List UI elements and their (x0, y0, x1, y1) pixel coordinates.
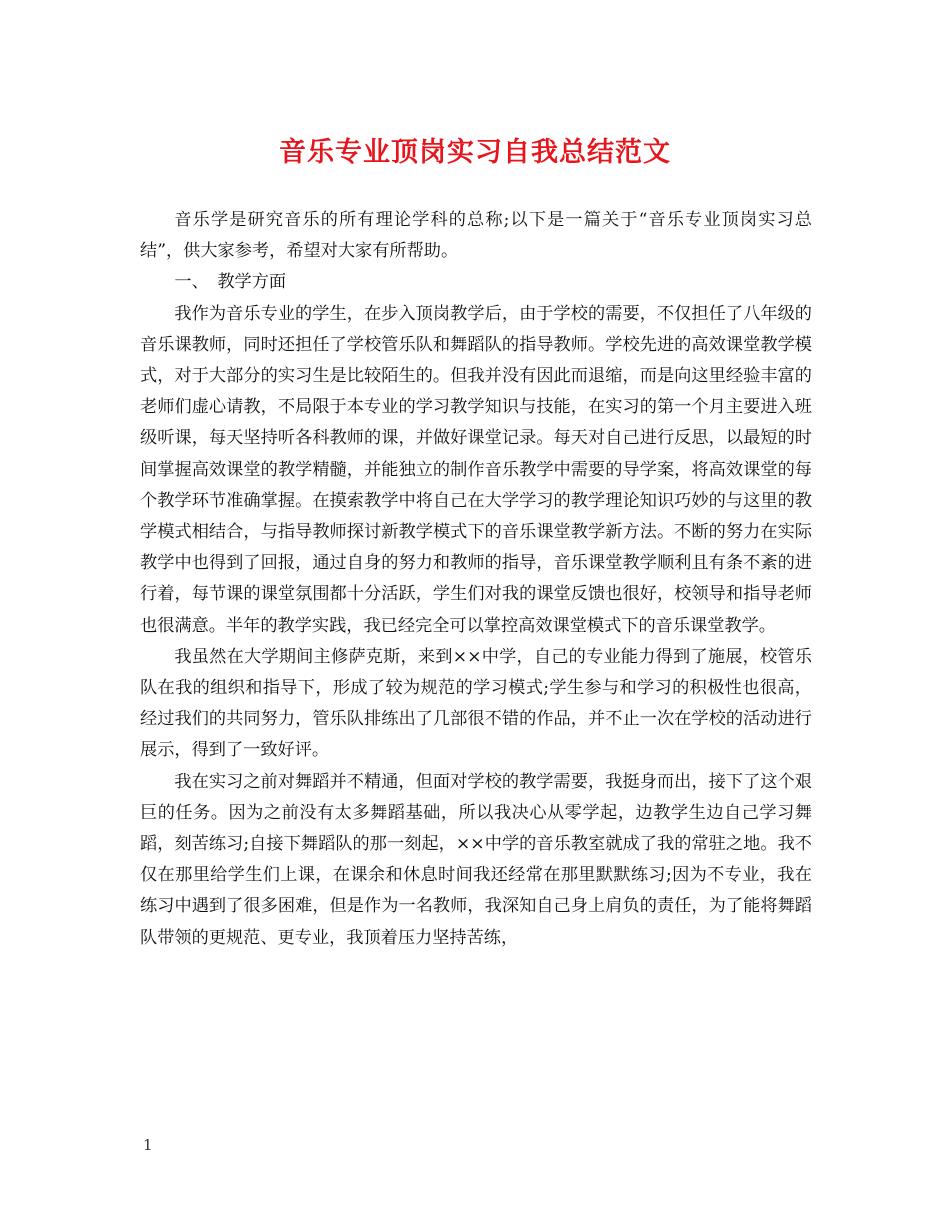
body-paragraph: 我在实习之前对舞蹈并不精通，但面对学校的教学需要，我挺身而出，接下了这个艰巨的任务。因为之前没有太多舞蹈基础，所以我决心从零学起，边教学生边自己学习舞蹈，刻苦练习;自接下舞蹈队的那一刻起，××中学的音乐教室就成了我的常驻之地。我不仅在那里给学生们上课，在课余和休息时间我还经常在那里默默练习;因为不专业，我在练习中遇到了很多困难，但是作为一名教师，我深知自己身上肩负的责任，为了能将舞蹈队带领的更规范、更专业，我顶着压力坚持苦练， (140, 771, 812, 948)
body-paragraph: 我虽然在大学期间主修萨克斯，来到××中学，自己的专业能力得到了施展，校管乐队在我的组织和指导下，形成了较为规范的学习模式;学生参与和学习的积极性也很高，经过我们的共同努力，管乐队排练出了几部很不错的作品，并不止一次在学校的活动进行展示，得到了一致好评。 (140, 646, 812, 761)
intro-paragraph: 音乐学是研究音乐的所有理论学科的总称;以下是一篇关于“音乐专业顶岗实习总结”，供大家参考，希望对大家有所帮助。 (140, 210, 812, 262)
document-body (140, 205, 812, 954)
page-number: 1 (143, 1136, 153, 1154)
body-paragraph: 我作为音乐专业的学生，在步入顶岗教学后，由于学校的需要，不仅担任了八年级的音乐课教师，同时还担任了学校管乐队和舞蹈队的指导教师。学校先进的高效课堂教学模式，对于大部分的实习生是比较陌生的。但我并没有因此而退缩，而是向这里经验丰富的老师们虚心请教，不局限于本专业的学习教学知识与技能，在实习的第一个月主要进入班级听课，每天坚持听各科教师的课，并做好课堂记录。每天对自己进行反思，以最短的时间掌握高效课堂的教学精髓，并能独立的制作音乐教学中需要的导学案，将高效课堂的每个教学环节准确掌握。在摸索教学中将自己在大学学习的教学理论知识巧妙的与这里的教学模式相结合，与指导教师探讨新教学模式下的音乐课堂教学新方法。不断的努力在实际教学中也得到了回报，通过自身的努力和教师的指导，音乐课堂教学顺利且有条不紊的进行着，每节课的课堂氛围都十分活跃，学生们对我的课堂反馈也很好，校领导和指导老师也很满意。半年的教学实践，我已经完全可以掌控高效课堂模式下的音乐课堂教学。 (140, 303, 812, 636)
document-title: 音乐专业顶岗实习自我总结范文 (279, 137, 671, 168)
section-heading-teaching: 一、 教学方面 (174, 272, 287, 293)
